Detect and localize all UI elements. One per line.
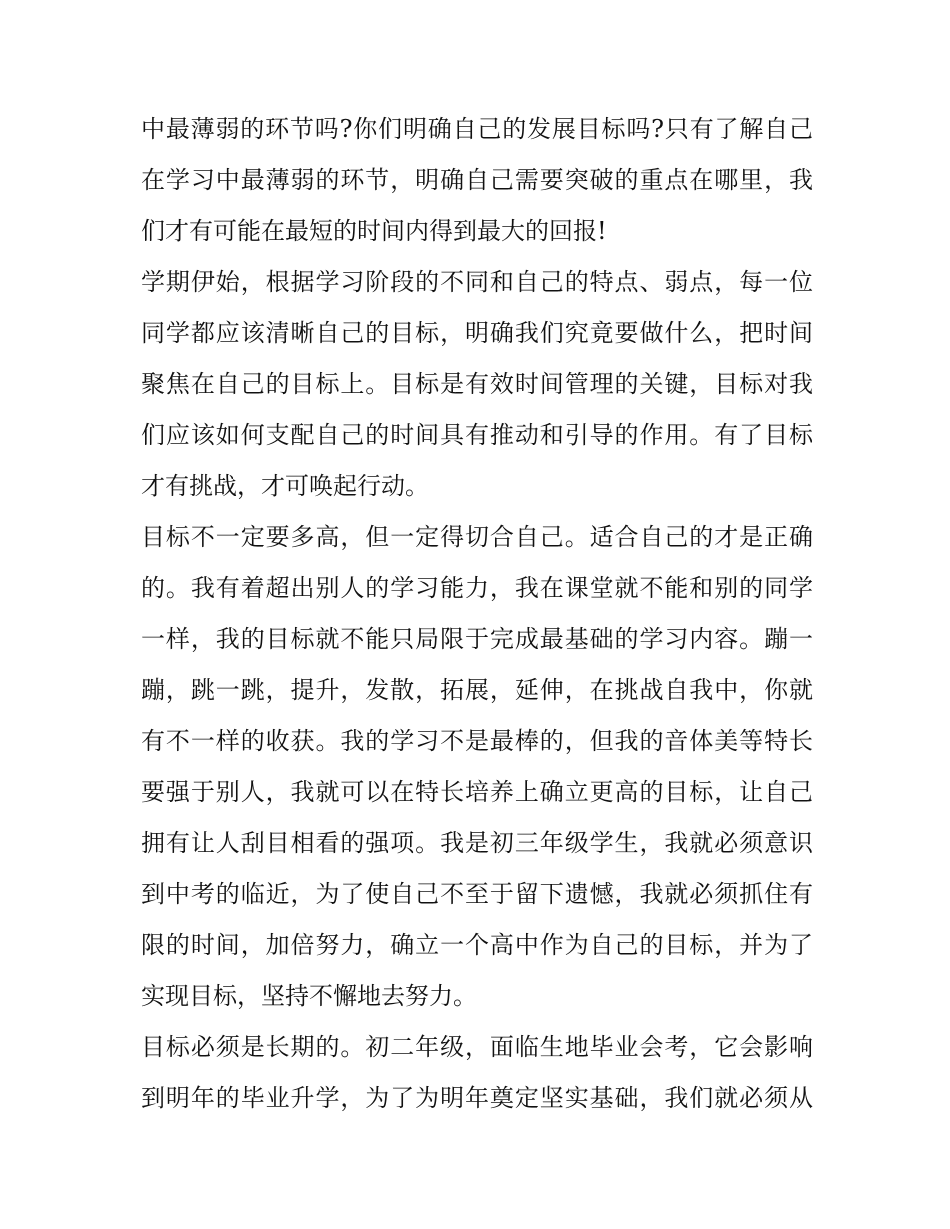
document-page <box>141 104 813 1124</box>
text-line: 学期伊始，根据学习阶段的不同和自己的特点、弱点，每一位 <box>141 268 813 296</box>
text-line: 聚焦在自己的目标上。目标是有效时间管理的关键，目标对我 <box>141 370 813 398</box>
text-line: 拥有让人刮目相看的强项。我是初三年级学生，我就必须意识 <box>141 829 813 857</box>
text-line: 到中考的临近，为了使自己不至于留下遗憾，我就必须抓住有 <box>141 880 813 908</box>
text-line: 到明年的毕业升学，为了为明年奠定坚实基础，我们就必须从 <box>141 1084 813 1112</box>
paragraph-4 <box>141 1022 813 1124</box>
text-line: 们应该如何支配自己的时间具有推动和引导的作用。有了目标 <box>141 421 813 449</box>
text-line: 限的时间，加倍努力，确立一个高中作为自己的目标，并为了 <box>141 931 813 959</box>
text-line: 中最薄弱的环节吗?你们明确自己的发展目标吗?只有了解自己 <box>141 115 813 143</box>
text-line: 的。我有着超出别人的学习能力，我在课堂就不能和别的同学 <box>141 574 813 602</box>
paragraph-1 <box>141 104 813 257</box>
text-line: 有不一样的收获。我的学习不是最棒的，但我的音体美等特长 <box>141 727 813 755</box>
paragraph-2 <box>141 257 813 512</box>
text-line: 目标不一定要多高，但一定得切合自己。适合自己的才是正确 <box>141 523 813 551</box>
text-line: 一样，我的目标就不能只局限于完成最基础的学习内容。蹦一 <box>141 625 813 653</box>
text-line: 在学习中最薄弱的环节，明确自己需要突破的重点在哪里，我 <box>141 166 813 194</box>
text-line: 蹦，跳一跳，提升，发散，拓展，延伸，在挑战自我中，你就 <box>141 676 813 704</box>
text-line: 目标必须是长期的。初二年级，面临生地毕业会考，它会影响 <box>141 1033 813 1061</box>
text-line: 们才有可能在最短的时间内得到最大的回报! <box>141 217 607 245</box>
paragraph-3 <box>141 512 813 1022</box>
text-line: 实现目标，坚持不懈地去努力。 <box>141 982 477 1010</box>
text-line: 同学都应该清晰自己的目标，明确我们究竟要做什么，把时间 <box>141 319 813 347</box>
text-line: 才有挑战，才可唤起行动。 <box>141 472 429 500</box>
text-line: 要强于别人，我就可以在特长培养上确立更高的目标，让自己 <box>141 778 813 806</box>
